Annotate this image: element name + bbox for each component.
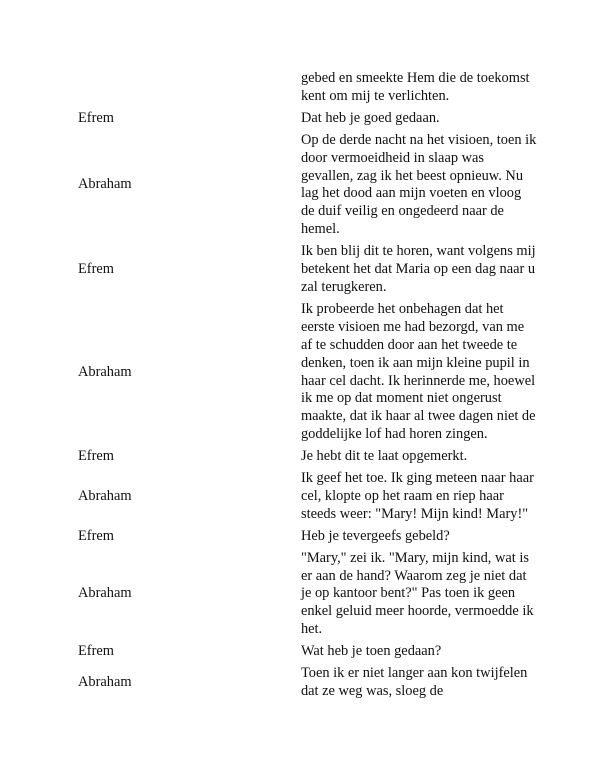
dialogue-text: gebed en smeekte Hem die de toekomst kent om mij te verlichten. — [300, 70, 530, 104]
speaker-name: Efrem — [78, 527, 114, 544]
dialogue-row — [78, 301, 538, 444]
dialogue-line — [301, 643, 538, 661]
dialogue-row — [78, 70, 538, 106]
dialogue-row — [78, 470, 538, 524]
speaker-name: Abraham — [78, 363, 132, 380]
speaker-name: Efrem — [78, 643, 114, 660]
dialogue-text: Wat heb je toen gedaan? — [300, 643, 442, 660]
dialogue-line — [301, 665, 538, 701]
dialogue-table — [78, 70, 538, 701]
speaker-name: Abraham — [78, 585, 132, 602]
dialogue-row — [78, 550, 538, 640]
dialogue-line — [301, 243, 538, 297]
dialogue-line — [301, 470, 538, 524]
speaker-name: Efrem — [78, 109, 114, 126]
dialogue-line — [301, 550, 538, 640]
dialogue-line — [301, 301, 538, 444]
dialogue-text: Je hebt dit te laat opgemerkt. — [300, 448, 468, 465]
dialogue-line — [301, 132, 538, 239]
dialogue-line — [301, 70, 538, 106]
dialogue-row — [78, 665, 538, 701]
speaker-name: Efrem — [78, 261, 114, 278]
speaker-name — [78, 70, 301, 106]
dialogue-row — [78, 643, 538, 661]
dialogue-text: Ik ben blij dit te horen, want volgens mij betekent het dat Maria op een dag naar u zal terugkeren. — [300, 243, 536, 295]
speaker-name: Abraham — [78, 674, 132, 691]
dialogue-row — [78, 448, 538, 466]
dialogue-text: Dat heb je goed gedaan. — [300, 109, 440, 126]
dialogue-line — [301, 528, 538, 546]
dialogue-line — [301, 110, 538, 128]
speaker-name: Efrem — [78, 448, 114, 465]
dialogue-row — [78, 243, 538, 297]
dialogue-line — [301, 448, 538, 466]
dialogue-text: Op de derde nacht na het visioen, toen ik door vermoeidheid in slaap was gevallen, zag ik het beest opnieuw. Nu lag het dood aan mijn voeten en vloog de duif veilig en ongedeerd naar de hemel. — [300, 131, 537, 238]
speaker-name: Abraham — [78, 176, 132, 193]
dialogue-row — [78, 110, 538, 128]
dialogue-text: Ik geef het toe. Ik ging meteen naar haar cel, klopte op het raam en riep haar steeds weer: "Mary! Mijn kind! Mary!" — [300, 470, 534, 522]
speaker-name: Abraham — [78, 487, 132, 504]
dialogue-text: "Mary," zei ik. "Mary, mijn kind, wat is er aan de hand? Waarom zeg je niet dat je op kantoor bent?" Pas toen ik geen enkel geluid meer hoorde, vermoedde ik het. — [300, 549, 534, 638]
dialogue-text: Toen ik er niet langer aan kon twijfelen dat ze weg was, sloeg de — [300, 665, 528, 699]
dialogue-row — [78, 528, 538, 546]
dialogue-row — [78, 132, 538, 239]
dialogue-text: Heb je tevergeefs gebeld? — [300, 527, 450, 544]
dialogue-text: Ik probeerde het onbehagen dat het eerste visioen me had bezorgd, van me af te schudden door aan het tweede te denken, toen ik aan mijn kleine pupil in haar cel dacht. Ik herinnerde me, hoewel ik me op dat moment niet ongerust maakte, dat ik haar al twee dagen niet de goddelijke lof had horen zingen. — [300, 300, 536, 443]
